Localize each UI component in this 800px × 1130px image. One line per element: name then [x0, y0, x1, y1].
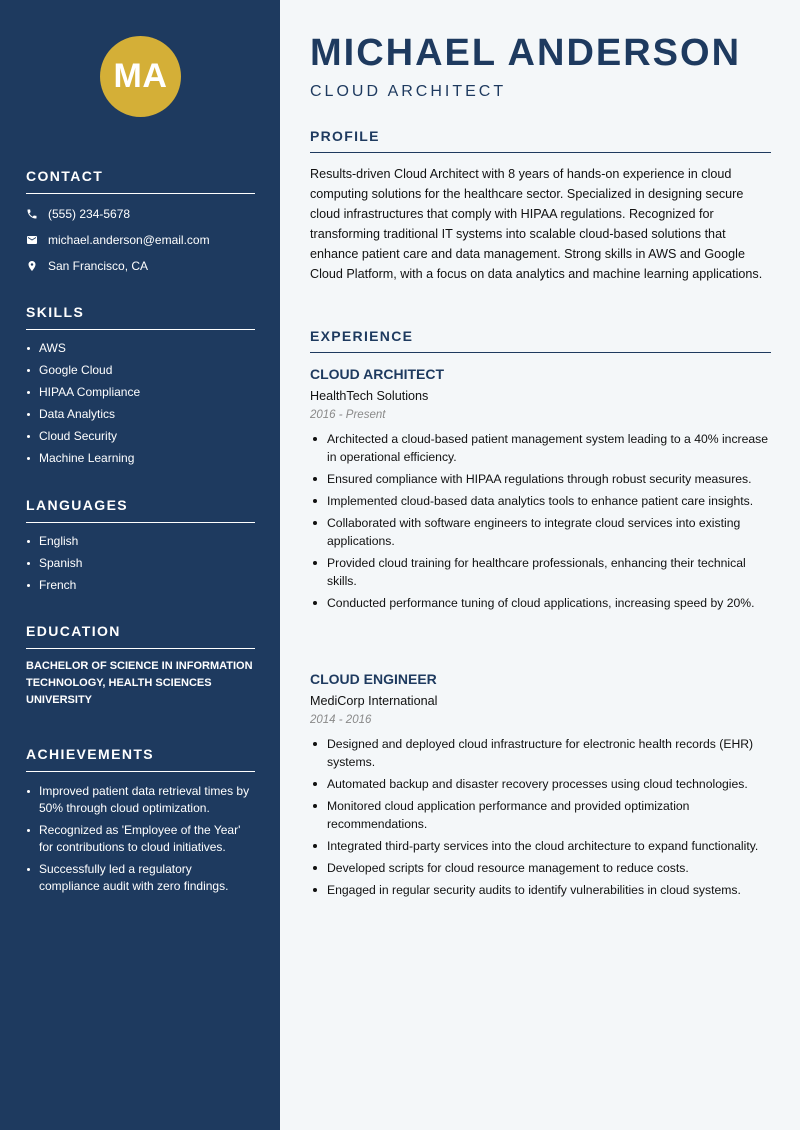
education-degree: BACHELOR OF SCIENCE IN INFORMATION TECHNOLOGY, HEALTH SCIENCES UNIVERSITY — [26, 660, 253, 706]
list-item: Improved patient data retrieval times by 50% through cloud optimization. — [26, 783, 255, 817]
avatar — [100, 36, 181, 117]
list-item: Machine Learning — [26, 450, 255, 467]
contact-heading: CONTACT — [26, 168, 255, 194]
list-item: Architected a cloud-based patient management system leading to a 40% increase in operational efficiency. — [310, 430, 771, 466]
list-item: Monitored cloud application performance and provided optimization recommendations. — [310, 797, 771, 833]
phone-icon — [26, 208, 38, 220]
list-item: Conducted performance tuning of cloud applications, increasing speed by 20%. — [310, 594, 771, 612]
job-role: CLOUD ARCHITECT — [310, 366, 445, 382]
education-section — [26, 623, 255, 709]
education-heading: EDUCATION — [26, 623, 255, 649]
job-entry — [310, 671, 771, 903]
skills-heading: SKILLS — [26, 304, 255, 330]
list-item: English — [26, 533, 255, 550]
list-item: Spanish — [26, 555, 255, 572]
list-item: Automated backup and disaster recovery processes using cloud technologies. — [310, 775, 771, 793]
profile-section — [310, 128, 771, 285]
list-item: Recognized as 'Employee of the Year' for contributions to cloud initiatives. — [26, 822, 255, 856]
list-item: AWS — [26, 340, 255, 357]
email-text: michael.anderson@email.com — [48, 233, 210, 247]
contact-location — [26, 253, 255, 279]
list-item: HIPAA Compliance — [26, 384, 255, 401]
location-pin-icon — [26, 260, 38, 272]
achievements-list — [26, 783, 255, 895]
list-item: Ensured compliance with HIPAA regulations through robust security measures. — [310, 470, 771, 488]
languages-list — [26, 533, 255, 594]
list-item: Integrated third-party services into the cloud architecture to expand functionality. — [310, 837, 771, 855]
experience-section — [310, 328, 771, 353]
candidate-name: MICHAEL ANDERSON — [310, 32, 742, 74]
phone-text: (555) 234-5678 — [48, 207, 131, 221]
list-item: Designed and deployed cloud infrastructure for electronic health records (EHR) systems. — [310, 735, 771, 771]
list-item: Provided cloud training for healthcare professionals, enhancing their technical skills. — [310, 554, 771, 590]
avatar-initials: MA — [113, 57, 168, 95]
profile-heading: PROFILE — [310, 128, 771, 153]
contact-section — [26, 168, 255, 279]
list-item: Google Cloud — [26, 362, 255, 379]
profile-text: Results-driven Cloud Architect with 8 years of hands-on experience in cloud computing solutions for the healthcare sector. Specialized in designing secure cloud infrastructures that comply with HIPAA regulations. Recognized for transforming traditional IT systems into scalable cloud-based solutions that enhance patient care and data management. Strong skills in AWS and Google Cloud Platform, with a focus on data analytics and machine learning applications. — [310, 167, 763, 282]
list-item: Implemented cloud-based data analytics tools to enhance patient care insights. — [310, 492, 771, 510]
job-dates: 2016 - Present — [310, 409, 386, 421]
candidate-title: CLOUD ARCHITECT — [310, 83, 507, 100]
list-item: Cloud Security — [26, 428, 255, 445]
list-item: Data Analytics — [26, 406, 255, 423]
email-icon — [26, 234, 38, 246]
achievements-section — [26, 746, 255, 900]
job-company: MediCorp International — [310, 694, 438, 708]
location-text: San Francisco, CA — [48, 259, 149, 273]
contact-phone — [26, 201, 255, 227]
experience-heading: EXPERIENCE — [310, 328, 771, 353]
list-item: Successfully led a regulatory compliance audit with zero findings. — [26, 861, 255, 895]
languages-section — [26, 497, 255, 599]
job-bullets — [310, 430, 771, 612]
job-role: CLOUD ENGINEER — [310, 671, 437, 687]
achievements-heading: ACHIEVEMENTS — [26, 746, 255, 772]
job-bullets — [310, 735, 771, 899]
list-item: Engaged in regular security audits to identify vulnerabilities in cloud systems. — [310, 881, 771, 899]
sidebar — [0, 0, 280, 1130]
contact-email — [26, 227, 255, 253]
skills-section — [26, 304, 255, 472]
list-item: Collaborated with software engineers to integrate cloud services into existing applications. — [310, 514, 771, 550]
job-dates: 2014 - 2016 — [310, 714, 372, 726]
skills-list — [26, 340, 255, 467]
languages-heading: LANGUAGES — [26, 497, 255, 523]
list-item: Developed scripts for cloud resource management to reduce costs. — [310, 859, 771, 877]
list-item: French — [26, 577, 255, 594]
job-company: HealthTech Solutions — [310, 389, 429, 403]
job-entry — [310, 366, 771, 616]
